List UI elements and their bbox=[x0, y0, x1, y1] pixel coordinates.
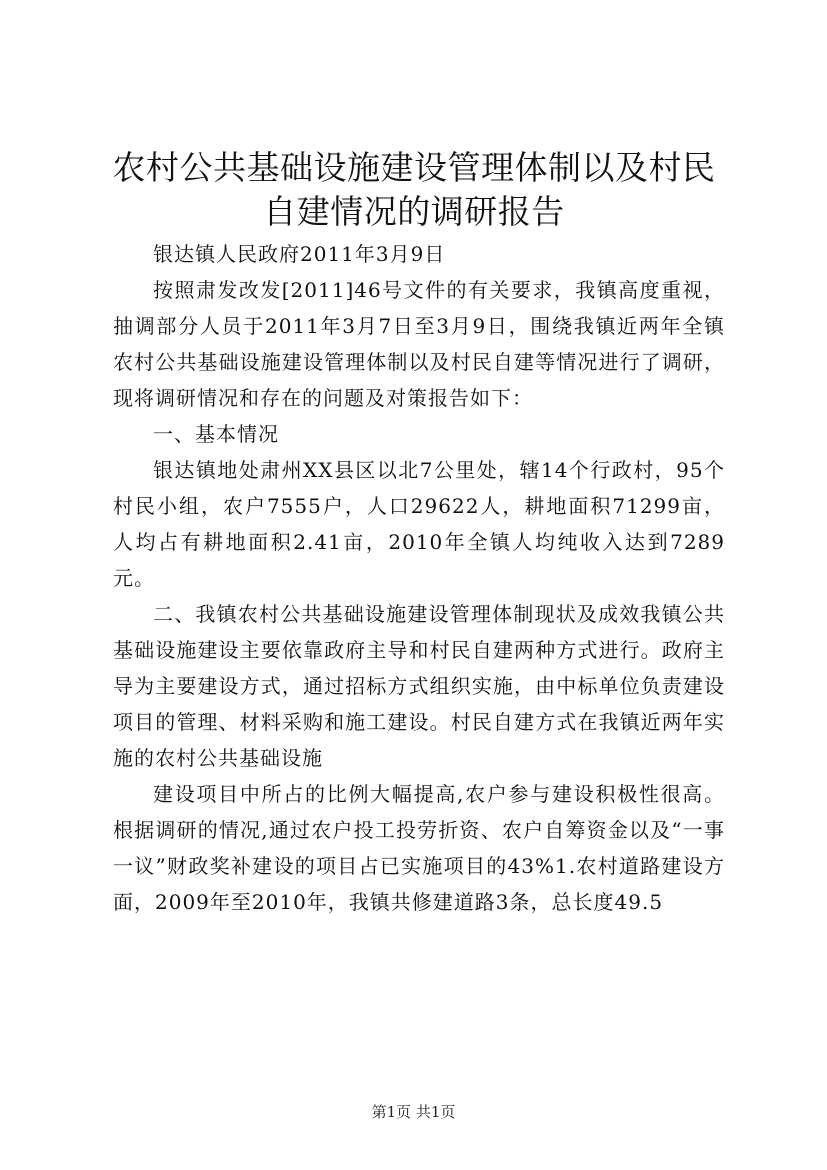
section-two-paragraph: 二、我镇农村公共基础设施建设管理体制现状及成效我镇公共基础设施建设主要依靠政府主导和村民自建两种方式进行。政府主导为主要建设方式，通过招标方式组织实施，由中标单位负责建设项目的管理、材料采购和施工建设。村民自建方式在我镇近两年实施的农村公共基础设施 bbox=[113, 602, 725, 770]
page-footer: 第1页 共1页 bbox=[371, 1103, 456, 1121]
document-body bbox=[113, 236, 725, 920]
date-line: 银达镇人民政府2011年3月9日 bbox=[153, 242, 446, 266]
document-title: 农村公共基础设施建设管理体制以及村民自建情况的调研报告 bbox=[112, 148, 716, 231]
basic-info-paragraph: 银达镇地处肃州XX县区以北7公里处，辖14个行政村，95个村民小组，农户7555户，人口29622人，耕地面积71299亩，人均占有耕地面积2.41亩，2010年全镇人均纯收入达到7289元。 bbox=[113, 458, 725, 590]
continuation-paragraph: 建设项目中所占的比例大幅提高,农户参与建设积极性很高。根据调研的情况,通过农户投工投劳折资、农户自筹资金以及“一事一议”财政奖补建设的项目占已实施项目的43%1.农村道路建设方面，2009年至2010年，我镇共修建道路3条，总长度49.5 bbox=[113, 782, 725, 914]
section-heading-basic: 一、基本情况 bbox=[153, 422, 279, 446]
intro-paragraph: 按照肃发改发[2011]46号文件的有关要求，我镇高度重视，抽调部分人员于2011年3月7日至3月9日，围绕我镇近两年全镇农村公共基础设施建设管理体制以及村民自建等情况进行了调研，现将调研情况和存在的问题及对策报告如下： bbox=[113, 278, 725, 410]
